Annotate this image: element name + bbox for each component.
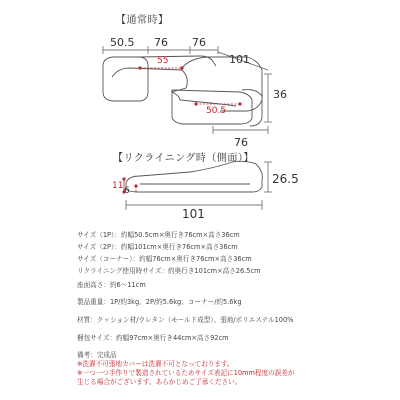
dim-76-c: 76: [234, 136, 248, 149]
dim-76-a: 76: [154, 36, 168, 49]
spec-package-size: 梱包サイズ：約幅97cm×奥行き44cm×高さ92cm: [77, 334, 229, 342]
reclining-heading: 【リクライニング時（側面）】: [113, 153, 254, 164]
dim-side-101: 101: [182, 207, 205, 221]
dim-101: 101: [229, 53, 250, 66]
note-line-1: ※洗濯不可張地カバーは洗濯不可となっております。: [77, 360, 234, 368]
dim-11-red: 11: [112, 181, 124, 191]
dim-55-red: 55: [157, 56, 169, 66]
normal-heading: 【通常時】: [116, 15, 169, 26]
spec-reclining-size: リクライニング使用時サイズ：約奥行き101cm×高さ26.5cm: [77, 267, 261, 275]
spec-material: 材質：クッション材/ウレタン（モールド成型）、張地/ポリエステル100%: [77, 316, 294, 324]
note-line-3: 生じる場合がございます。あらかじめご了承ください。: [77, 378, 242, 386]
spec-weight: 製品重量：1P/約3kg、2P/約5.6kg、コーナー/約5.6kg: [77, 298, 242, 306]
dim-6-red: 6: [124, 186, 130, 196]
note-line-2: ※一つ一つ手作りで製造されているためサイズ表記に10mm程度の誤差が: [77, 369, 295, 377]
dim-50-5-red: 50.5: [206, 106, 227, 116]
sofa-side-shape: [126, 161, 262, 192]
spec-size-1p: サイズ（1P）：約幅50.5cm×奥行き76cm×高さ36cm: [77, 231, 240, 239]
dim-26-5: 26.5: [272, 172, 299, 186]
spec-seat-height: 座面高さ：約6〜11cm: [77, 281, 146, 289]
dim-36: 36: [273, 88, 287, 101]
dim-50-5: 50.5: [110, 36, 135, 49]
note-label: 備考：完成品: [77, 351, 117, 359]
spec-size-2p: サイズ（2P）：約幅101cm×奥行き76cm×高さ36cm: [77, 243, 238, 251]
spec-size-corner: サイズ（コーナー）：約幅76cm×奥行き76cm×高さ36cm: [77, 255, 252, 263]
dim-76-b: 76: [192, 36, 206, 49]
